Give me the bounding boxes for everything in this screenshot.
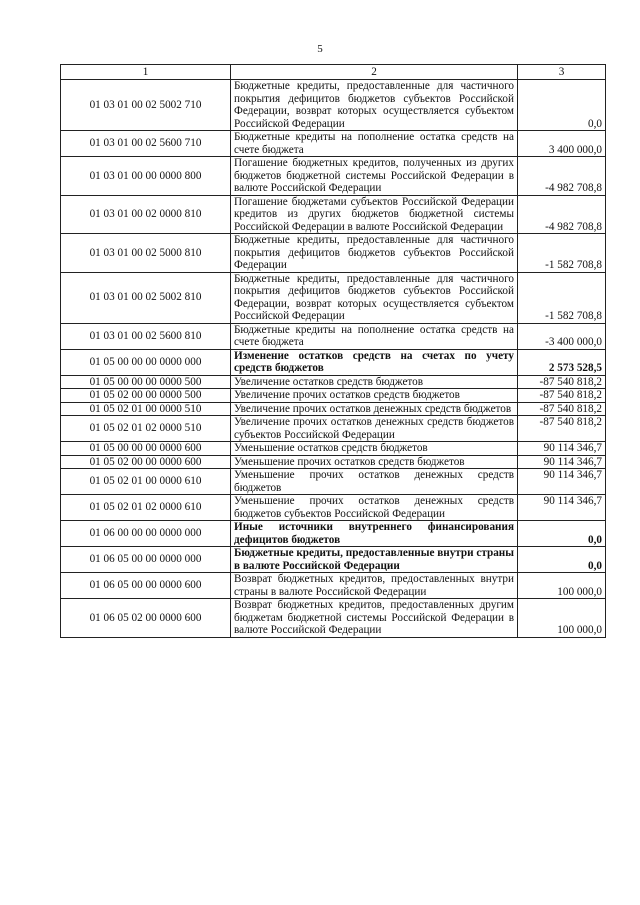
header-code-column: 1 [61,65,231,80]
table-row [61,80,606,131]
table-body [61,80,606,638]
budget-code-cell: 01 05 02 00 00 0000 500 [61,389,231,403]
source-name-cell: Увеличение остатков средств бюджетов [231,375,518,389]
source-name-cell: Бюджетные кредиты, предоставленные для частичного покрытия дефицитов бюджетов субъектов Российской Федерации, возврат которых осуществляется субъектом Российской Федерации [231,272,518,323]
budget-code-cell: 01 05 02 01 00 0000 510 [61,402,231,416]
amount-cell: 90 114 346,7 [518,455,606,469]
budget-code-cell: 01 05 00 00 00 0000 600 [61,442,231,456]
amount-cell: -87 540 818,2 [518,402,606,416]
amount-cell: -1 582 708,8 [518,272,606,323]
source-name-cell: Возврат бюджетных кредитов, предоставленных другим бюджетам бюджетной системы Российской Федерации в валюте Российской Федерации [231,599,518,638]
source-name-cell: Бюджетные кредиты, предоставленные для частичного покрытия дефицитов бюджетов субъектов Российской Федерации [231,234,518,273]
source-name-cell: Возврат бюджетных кредитов, предоставленных внутри страны в валюте Российской Федерации [231,573,518,599]
table-row [61,272,606,323]
header-amount-column: 3 [518,65,606,80]
budget-sources-table-container [60,64,605,638]
amount-cell: 90 114 346,7 [518,442,606,456]
amount-cell: -4 982 708,8 [518,195,606,234]
table-row [61,442,606,456]
source-name-cell: Бюджетные кредиты на пополнение остатка средств на счете бюджета [231,323,518,349]
budget-code-cell: 01 03 01 00 02 5002 710 [61,80,231,131]
table-row [61,402,606,416]
table-row [61,495,606,521]
amount-cell: 3 400 000,0 [518,131,606,157]
budget-code-cell: 01 05 00 00 00 0000 500 [61,375,231,389]
amount-cell: -87 540 818,2 [518,416,606,442]
source-name-cell: Погашение бюджетами субъектов Российской Федерации кредитов из других бюджетов бюджетной системы Российской Федерации в валюте Российской Федерации [231,195,518,234]
source-name-cell: Увеличение прочих остатков денежных средств бюджетов субъектов Российской Федерации [231,416,518,442]
source-name-cell: Иные источники внутреннего финансирования дефицитов бюджетов [231,521,518,547]
table-row [61,131,606,157]
budget-code-cell: 01 03 01 00 02 0000 810 [61,195,231,234]
amount-cell: 90 114 346,7 [518,495,606,521]
table-row [61,416,606,442]
budget-code-cell: 01 06 05 00 00 0000 600 [61,573,231,599]
source-name-cell: Бюджетные кредиты на пополнение остатка средств на счете бюджета [231,131,518,157]
amount-cell: -3 400 000,0 [518,323,606,349]
amount-cell: 0,0 [518,80,606,131]
budget-code-cell: 01 03 01 00 02 5600 710 [61,131,231,157]
table-row [61,521,606,547]
header-row [61,65,606,80]
source-name-cell: Уменьшение прочих остатков денежных средств бюджетов [231,469,518,495]
amount-cell: 2 573 528,5 [518,349,606,375]
table-row [61,234,606,273]
table-row [61,157,606,196]
source-name-cell: Увеличение прочих остатков денежных средств бюджетов [231,402,518,416]
amount-cell: -1 582 708,8 [518,234,606,273]
table-row [61,323,606,349]
budget-code-cell: 01 05 02 01 02 0000 510 [61,416,231,442]
amount-cell: 100 000,0 [518,573,606,599]
source-name-cell: Бюджетные кредиты, предоставленные внутри страны в валюте Российской Федерации [231,547,518,573]
amount-cell: -87 540 818,2 [518,389,606,403]
budget-code-cell: 01 05 02 01 00 0000 610 [61,469,231,495]
source-name-cell: Уменьшение прочих остатков средств бюджетов [231,455,518,469]
source-name-cell: Изменение остатков средств на счетах по учету средств бюджетов [231,349,518,375]
budget-code-cell: 01 05 02 00 00 0000 600 [61,455,231,469]
budget-code-cell: 01 06 05 02 00 0000 600 [61,599,231,638]
table-row [61,195,606,234]
budget-code-cell: 01 03 01 00 00 0000 800 [61,157,231,196]
source-name-cell: Уменьшение прочих остатков денежных средств бюджетов субъектов Российской Федерации [231,495,518,521]
source-name-cell: Уменьшение остатков средств бюджетов [231,442,518,456]
budget-code-cell: 01 06 00 00 00 0000 000 [61,521,231,547]
amount-cell: 0,0 [518,547,606,573]
table-row [61,599,606,638]
amount-cell: 90 114 346,7 [518,469,606,495]
budget-sources-table [60,64,606,638]
source-name-cell: Бюджетные кредиты, предоставленные для частичного покрытия дефицитов бюджетов субъектов Российской Федерации, возврат которых осуществляется субъектом Российской Федерации [231,80,518,131]
table-row [61,349,606,375]
header-name-column: 2 [231,65,518,80]
amount-cell: 100 000,0 [518,599,606,638]
source-name-cell: Увеличение прочих остатков средств бюджетов [231,389,518,403]
source-name-cell: Погашение бюджетных кредитов, полученных из других бюджетов бюджетной системы Российской Федерации в валюте Российской Федерации [231,157,518,196]
table-row [61,455,606,469]
table-row [61,389,606,403]
budget-code-cell: 01 05 00 00 00 0000 000 [61,349,231,375]
table-row [61,547,606,573]
budget-code-cell: 01 06 05 00 00 0000 000 [61,547,231,573]
table-row [61,573,606,599]
budget-code-cell: 01 03 01 00 02 5600 810 [61,323,231,349]
budget-code-cell: 01 03 01 00 02 5000 810 [61,234,231,273]
amount-cell: -4 982 708,8 [518,157,606,196]
budget-code-cell: 01 03 01 00 02 5002 810 [61,272,231,323]
amount-cell: 0,0 [518,521,606,547]
table-row [61,375,606,389]
amount-cell: -87 540 818,2 [518,375,606,389]
page-number: 5 [317,43,323,55]
budget-code-cell: 01 05 02 01 02 0000 610 [61,495,231,521]
table-row [61,469,606,495]
